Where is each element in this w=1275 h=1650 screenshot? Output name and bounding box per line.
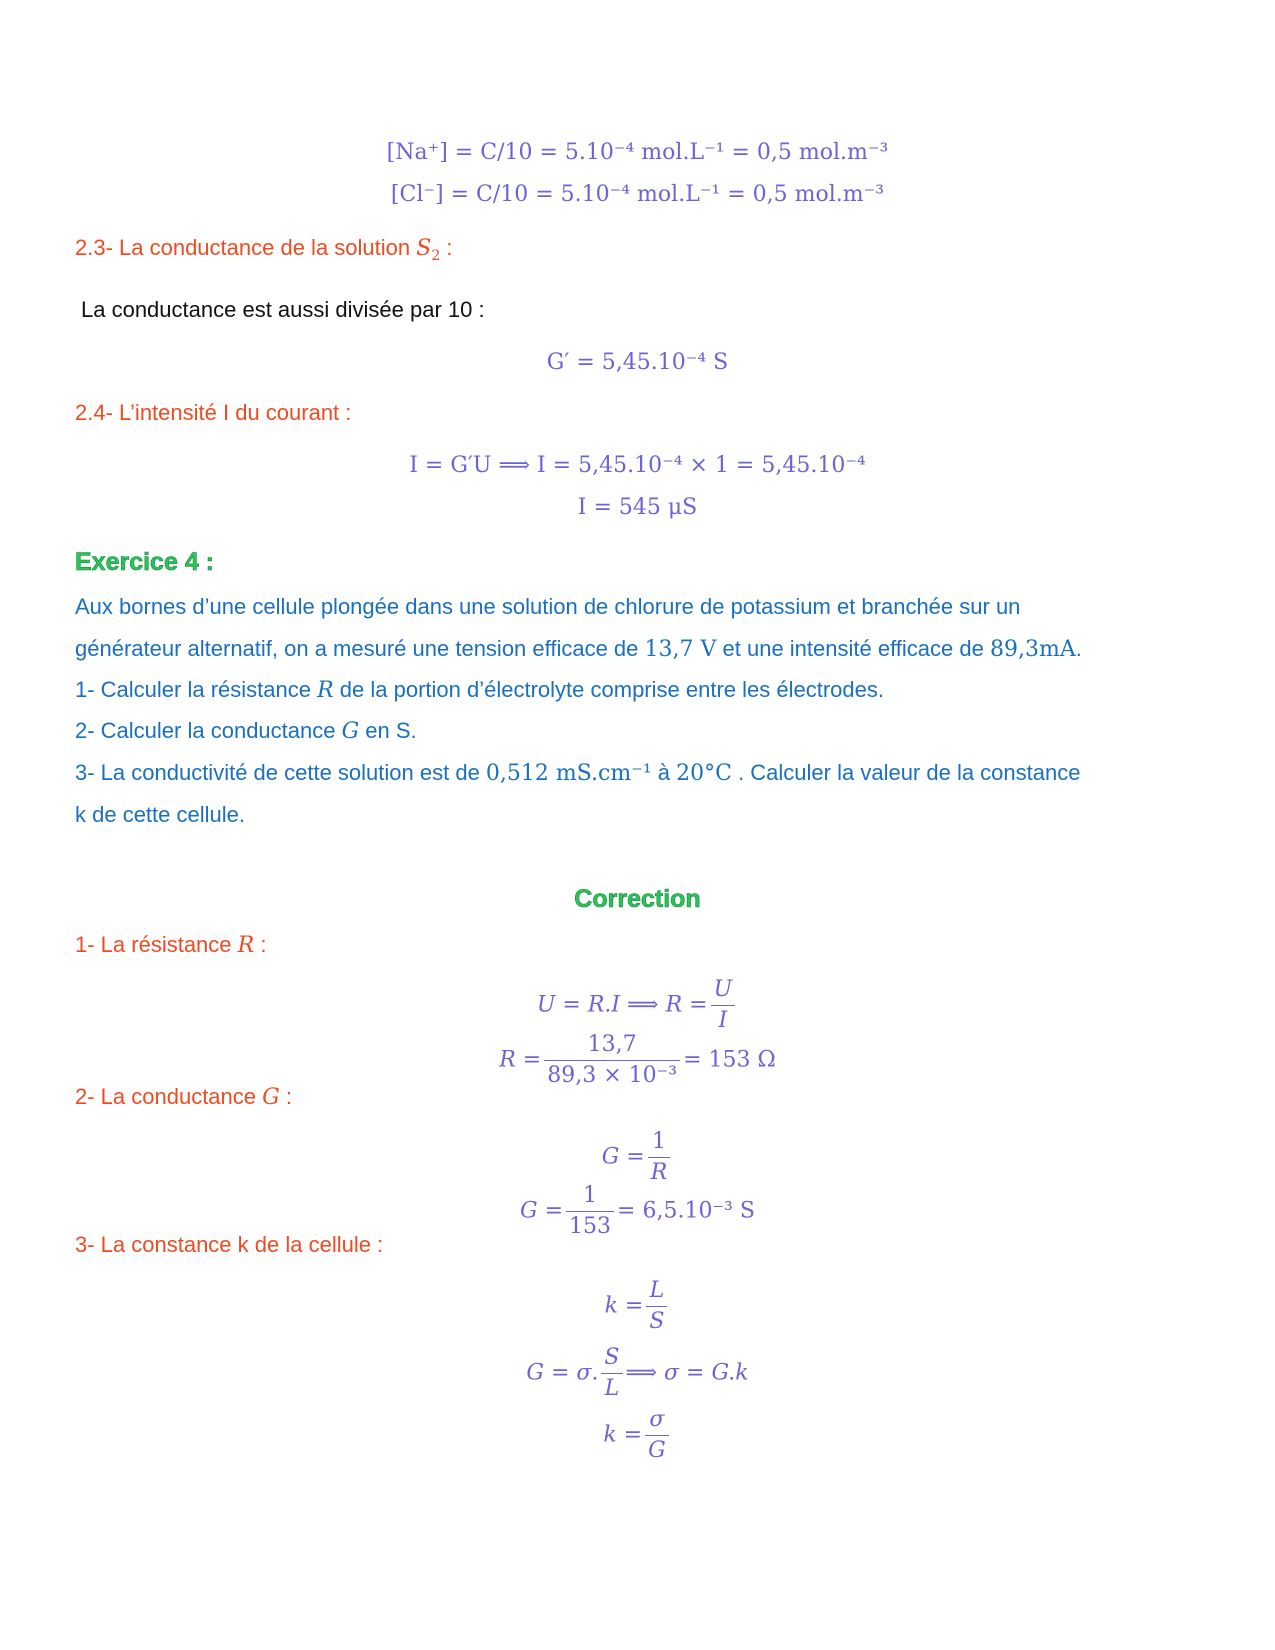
equation-intensity-2: I = 545 μS (577, 495, 698, 520)
g-definition-lhs: G = (601, 1144, 645, 1170)
g-value-lhs: G = (520, 1198, 564, 1224)
question-2-math (342, 719, 360, 744)
equation-g-prime: G′ = 5,45.10⁻⁴ S (546, 350, 729, 375)
equation-sigma (0, 1343, 1275, 1404)
fraction-u-over-i (711, 975, 736, 1036)
question-2-a: 2- Calculer la conductance (75, 718, 342, 743)
equation-na-concentration: [Na⁺] = C/10 = 5.10⁻⁴ mol.L⁻¹ = 0,5 mol.m⁻³ (386, 140, 889, 165)
question-1 (75, 677, 884, 703)
exercise-title: Exercice 4 : (75, 548, 214, 576)
equation-intensity-1: I = G′U ⟹ I = 5,45.10⁻⁴ × 1 = 5,45.10⁻⁴ (409, 453, 866, 478)
heading-2-3-math (416, 236, 441, 264)
fraction-resistance-num: 13,7 (544, 1030, 680, 1061)
fraction-sigma-over-g-num: σ (645, 1405, 669, 1436)
question-1-a: 1- Calculer la résistance (75, 677, 318, 702)
correction-1-math (238, 933, 255, 958)
fraction-1-over-153-num: 1 (566, 1181, 614, 1212)
correction-title: Correction (574, 885, 701, 913)
resistance-lhs: R = (499, 1047, 542, 1073)
heading-2-3 (75, 235, 453, 264)
equation-g-definition (0, 1127, 1275, 1188)
heading-2-3-sub: 2 (431, 248, 441, 264)
conductance-divided-text: La conductance est aussi divisée par 10 : (81, 297, 485, 322)
question-3-continued: k de cette cellule. (75, 802, 245, 827)
fraction-1-over-r-den: R (650, 1160, 668, 1185)
fraction-1-over-r (648, 1127, 671, 1188)
sigma-rhs: ⟹ σ = G.k (625, 1360, 749, 1386)
fraction-l-over-s-num: L (646, 1276, 667, 1307)
tension-value: 13,7 V (644, 637, 717, 662)
correction-2-a: 2- La conductance (75, 1084, 263, 1109)
fraction-1-over-153 (566, 1181, 614, 1242)
intro-2-text-a: générateur alternatif, on a mesuré une tension efficace de (75, 636, 645, 661)
resistance-rhs: = 153 Ω (683, 1047, 776, 1073)
correction-heading-3: 3- La constance k de la cellule : (75, 1232, 384, 1257)
correction-1-b: : (254, 932, 267, 957)
fraction-i: I (718, 1008, 728, 1033)
correction-heading-2 (75, 1084, 292, 1110)
question-1-b: de la portion d’électrolyte comprise entre les électrodes. (333, 677, 884, 702)
intro-2-text-c: . (1075, 636, 1082, 661)
question-3-b: à (651, 760, 677, 785)
correction-2-var: G (262, 1085, 280, 1110)
question-1-var: R (317, 678, 334, 703)
fraction-sigma-over-g-den: G (648, 1438, 666, 1463)
temperature-value: 20°C (676, 761, 732, 786)
heading-2-3-label: 2.3- La conductance de la solution (75, 235, 417, 260)
intensity-value: 89,3mA (989, 637, 1076, 662)
question-3 (75, 760, 1080, 786)
fraction-1-over-153-den: 153 (569, 1214, 612, 1239)
fraction-1-over-r-num: 1 (648, 1127, 671, 1158)
question-3-c: . Calculer la valeur de la constance (731, 760, 1081, 785)
equation-resistance-value (0, 1030, 1275, 1091)
g-value-rhs: = 6,5.10⁻³ S (617, 1198, 755, 1224)
fraction-u: U (711, 975, 736, 1006)
correction-1-a: 1- La résistance (75, 932, 238, 957)
heading-2-4: 2.4- L’intensité I du courant : (75, 400, 352, 425)
equation-cl-concentration: [Cl⁻] = C/10 = 5.10⁻⁴ mol.L⁻¹ = 0,5 mol.m⁻³ (390, 182, 885, 207)
question-1-math (317, 678, 334, 703)
correction-heading-1 (75, 932, 266, 958)
question-3-a: 3- La conductivité de cette solution est de (75, 760, 486, 785)
equation-k-value (0, 1405, 1275, 1466)
k-value-lhs: k = (603, 1422, 643, 1448)
intro-2-text-b: et une intensité efficace de (716, 636, 990, 661)
fraction-sigma-over-g (645, 1405, 669, 1466)
question-2-b: en S. (359, 718, 417, 743)
sigma-lhs: G = σ. (526, 1360, 599, 1386)
fraction-resistance-den: 89,3 × 10⁻³ (547, 1063, 678, 1088)
correction-1-var: R (237, 933, 255, 958)
exercise-intro-line-1: Aux bornes d’une cellule plongée dans une solution de chlorure de potassium et branchée sur un (75, 594, 1021, 619)
exercise-intro-line-2 (75, 636, 1082, 662)
fraction-resistance (544, 1030, 680, 1091)
fraction-l-over-s (646, 1276, 667, 1337)
heading-2-3-tail: : (440, 235, 453, 260)
equation-ohm-law (0, 975, 1275, 1036)
fraction-s-over-l-den: L (604, 1376, 620, 1401)
correction-2-math (262, 1085, 280, 1110)
conductivity-value: 0,512 mS.cm⁻¹ (485, 761, 652, 786)
fraction-s-over-l (601, 1343, 622, 1404)
question-2 (75, 718, 417, 744)
ohm-law-lhs: U = R.I ⟹ R = (536, 992, 708, 1018)
equation-k-definition (0, 1276, 1275, 1337)
fraction-l-over-s-den: S (649, 1309, 665, 1334)
question-2-var: G (341, 719, 360, 744)
correction-2-b: : (279, 1084, 292, 1109)
heading-2-3-var: S (416, 236, 432, 261)
fraction-s-over-l-num: S (601, 1343, 622, 1374)
k-definition-lhs: k = (604, 1293, 644, 1319)
